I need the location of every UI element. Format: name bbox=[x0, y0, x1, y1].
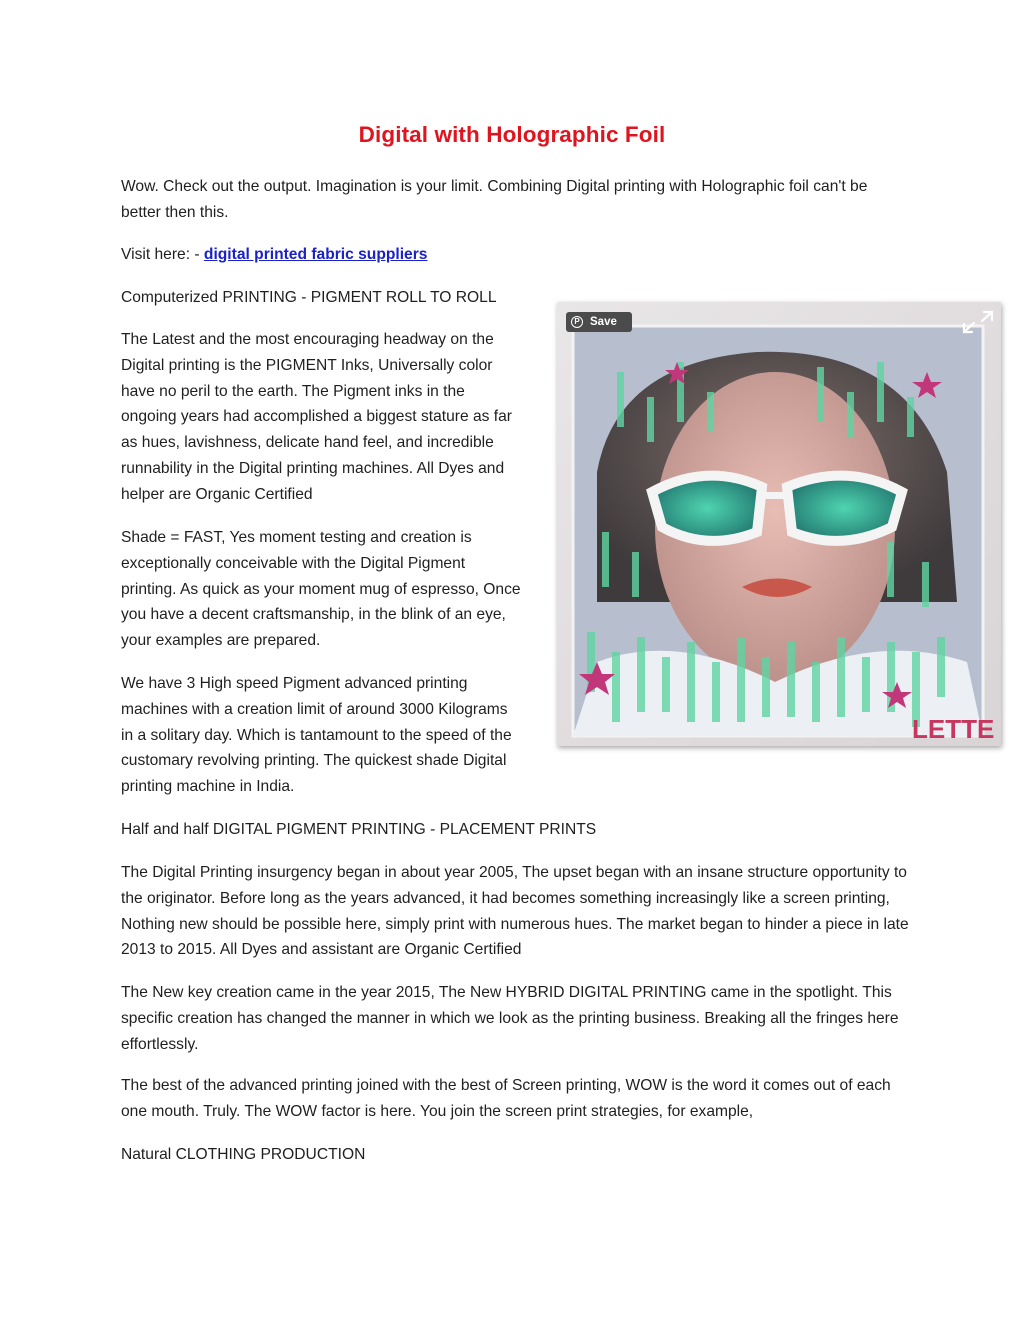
paragraph-shade-fast: Shade = FAST, Yes moment testing and creation is exceptionally conceivable with the Digital Pigment printing. As quick as your moment mug of espresso, Once you have a decent craftsmanship, in the blink of an eye, your examples are prepared. bbox=[121, 529, 521, 650]
page-title: Digital with Holographic Foil bbox=[358, 122, 666, 147]
suppliers-link[interactable]: digital printed fabric suppliers bbox=[203, 246, 428, 263]
pinterest-save-button[interactable] bbox=[566, 312, 632, 332]
section-heading-clothing-production: Natural CLOTHING PRODUCTION bbox=[121, 1146, 366, 1163]
visit-prefix: Visit here: - bbox=[121, 246, 204, 263]
expand-icon[interactable] bbox=[958, 308, 998, 336]
paragraph-wow-factor: The best of the advanced printing joined with the best of Screen printing, WOW is the word it comes out of each one mouth. Truly. The WOW factor is here. You join the screen print strategies, for example, bbox=[121, 1077, 891, 1120]
paragraph-pigment-inks: The Latest and the most encouraging headway on the Digital printing is the PIGMENT Inks, Universally color have no peril to the earth. The Pigment inks in the ongoing years had accomplished a biggest stature as far as hues, lavishness, delicate hand feel, and incredible runnability in the Digital printing machines. All Dyes and helper are Organic Certified bbox=[121, 331, 512, 503]
visit-line bbox=[121, 242, 911, 268]
paragraph-hybrid-printing: The New key creation came in the year 2015, The New HYBRID DIGITAL PRINTING came in the spotlight. This specific creation has changed the manner in which we look as the printing business. Breaking all the fringes here effortlessly. bbox=[121, 984, 899, 1053]
intro-paragraph: Wow. Check out the output. Imagination is your limit. Combining Digital printing with Holographic foil can't be better then this. bbox=[121, 178, 868, 221]
save-label: Save bbox=[590, 316, 617, 328]
holographic-print-photo[interactable] bbox=[557, 302, 1001, 746]
paragraph-digital-insurgency: The Digital Printing insurgency began in about year 2005, The upset began with an insane structure opportunity to the originator. Before long as the years advanced, it had becomes something increasingly like a screen printing, Nothing new should be possible here, simply print with numerous hues. The market began to hinder a piece in late 2013 to 2015. All Dyes and assistant are Organic Certified bbox=[121, 864, 909, 959]
section-heading-placement-prints: Half and half DIGITAL PIGMENT PRINTING - PLACEMENT PRINTS bbox=[121, 821, 597, 838]
print-lettering: LETTE bbox=[912, 714, 995, 744]
section-heading-roll-to-roll: Computerized PRINTING - PIGMENT ROLL TO ROLL bbox=[121, 289, 497, 306]
paragraph-high-speed-machines: We have 3 High speed Pigment advanced printing machines with a creation limit of around 3000 Kilograms in a solitary day. Which is tantamount to the speed of the customary revolving printing. The quickest shade Digital printing machine in India. bbox=[121, 675, 512, 796]
pinterest-icon: P bbox=[571, 316, 583, 328]
